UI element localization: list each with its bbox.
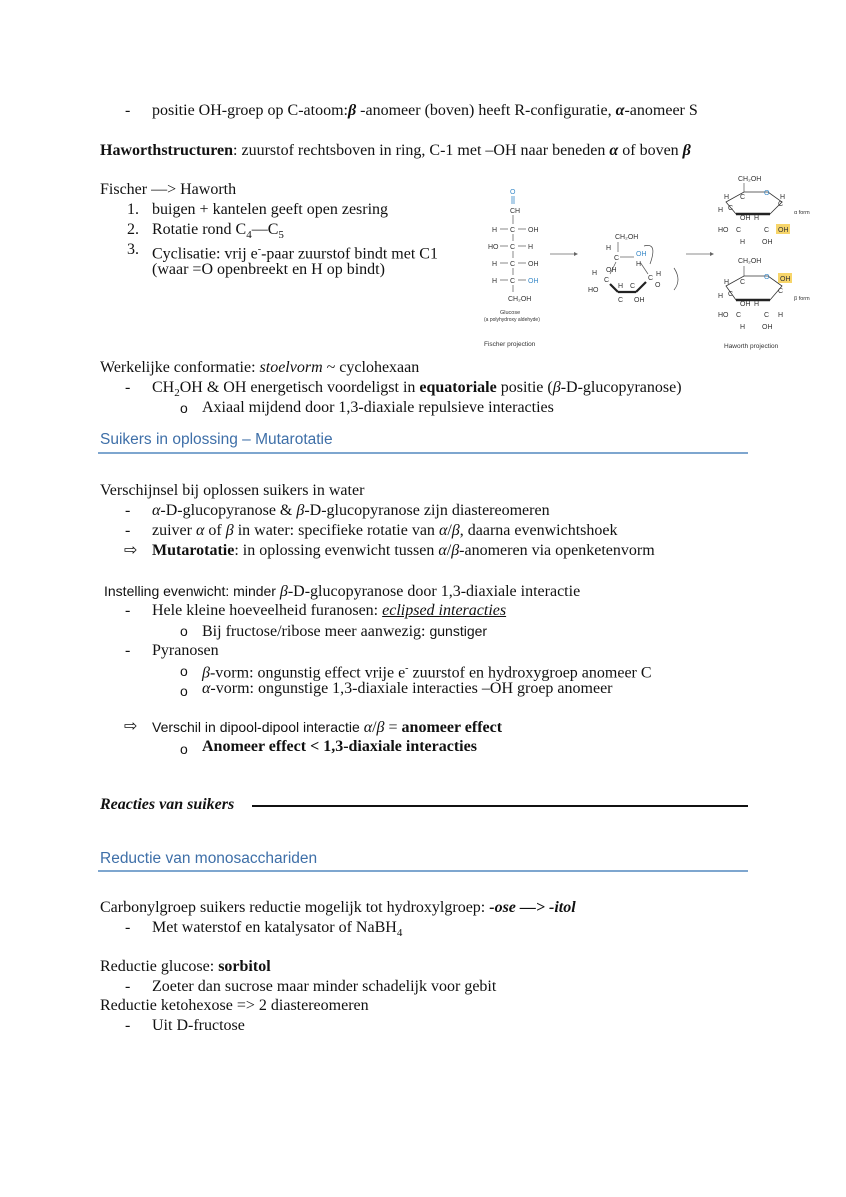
svg-text:HO: HO: [488, 244, 499, 251]
svg-text:C: C: [648, 275, 654, 282]
haworth-beta-structure: [718, 258, 810, 331]
svg-text:H: H: [740, 324, 746, 331]
step-number: 2.: [127, 221, 139, 238]
svg-text:C: C: [736, 312, 742, 319]
glucose-subcaption: (a polyhydroxy aldehyde): [484, 317, 540, 323]
svg-text:CH₂OH: CH₂OH: [738, 176, 762, 183]
svg-text:O: O: [764, 274, 770, 281]
svg-text:CH₂OH: CH₂OH: [508, 296, 532, 303]
svg-text:OH: OH: [762, 324, 773, 331]
svg-text:OH: OH: [780, 276, 791, 283]
step-1: buigen + kantelen geeft open zesring: [152, 201, 389, 218]
svg-text:C: C: [740, 279, 746, 286]
svg-text:C: C: [728, 205, 734, 212]
svg-text:C: C: [604, 277, 610, 284]
svg-text:C: C: [618, 297, 624, 304]
svg-text:OH: OH: [606, 267, 617, 274]
section-underline: [98, 452, 748, 454]
step-number: 1.: [127, 201, 139, 218]
svg-text:C: C: [778, 201, 784, 208]
katalysator-line: Met waterstof en katalysator of NaBH$_4$: [152, 919, 403, 940]
svg-text:H: H: [606, 245, 612, 252]
bullet: -: [125, 602, 131, 619]
reductie-glucose-line: Reductie glucose: sorbitol: [100, 958, 271, 975]
ketohexose-line: Reductie ketohexose => 2 diastereomeren: [100, 997, 369, 1014]
svg-text:O: O: [510, 189, 516, 196]
svg-text:C: C: [510, 244, 516, 251]
dipool-line: Verschil in dipool-dipool interactie α/β = anomeer effect: [152, 719, 503, 736]
svg-text:HO: HO: [588, 287, 599, 294]
svg-text:H: H: [780, 194, 786, 201]
circle-bullet: o: [180, 741, 188, 757]
step-number: 3.: [127, 241, 139, 258]
beta-form-label: β form: [794, 296, 810, 302]
alpha-vorm-line: α-vorm: ongunstige 1,3-diaxiale interacties –OH groep anomeer: [202, 680, 613, 697]
svg-text:O: O: [764, 190, 770, 197]
section-heading-reductie: Reductie van monosacchariden: [100, 850, 318, 867]
zuiver-line: zuiver α of β in water: specifieke rotatie van α/β, daarna evenwichtshoek: [152, 522, 618, 539]
reacties-heading: Reacties van suikers: [100, 796, 235, 813]
bullet: -: [125, 978, 131, 995]
svg-text:OH: OH: [528, 261, 539, 268]
section-underline: [98, 870, 748, 872]
svg-text:OH: OH: [740, 301, 751, 308]
bullet: -: [125, 102, 131, 119]
circle-bullet: o: [180, 683, 188, 699]
pyranosen-line: Pyranosen: [152, 642, 219, 659]
zoeter-line: Zoeter dan sucrose maar minder schadelijk voor gebit: [152, 978, 497, 995]
alpha-form-label: α form: [794, 210, 810, 216]
svg-text:H: H: [636, 261, 642, 268]
furanosen-line: Hele kleine hoeveelheid furanosen: eclipsed interacties: [152, 602, 507, 619]
svg-text:H: H: [724, 194, 730, 201]
svg-text:HO: HO: [718, 227, 729, 234]
svg-text:H: H: [778, 312, 784, 319]
svg-text:H: H: [740, 239, 746, 246]
svg-text:H: H: [724, 279, 730, 286]
carbonyl-line: Carbonylgroep suikers reductie mogelijk tot hydroxylgroep: -ose —> -itol: [100, 899, 576, 916]
instelling-line: Instelling evenwicht: minder β-D-glucopyranose door 1,3-diaxiale interactie: [104, 583, 581, 600]
bullet: -: [125, 1017, 131, 1034]
bullet: -: [125, 502, 131, 519]
svg-text:CH₂OH: CH₂OH: [615, 234, 639, 241]
fischer-caption: Fischer projection: [484, 341, 536, 348]
svg-text:C: C: [728, 291, 734, 298]
svg-text:C: C: [740, 194, 746, 201]
mutarotatie-line: Mutarotatie: in oplossing evenwicht tussen α/β-anomeren via openketenvorm: [152, 542, 655, 559]
svg-text:OH: OH: [634, 297, 645, 304]
anomeer-effect-line: Anomeer effect < 1,3-diaxiale interacties: [202, 738, 477, 755]
arrow-bullet: ⇨: [124, 718, 138, 735]
fischer-glucose-structure: [484, 189, 540, 323]
beta-vorm-line: β-vorm: ongunstig effect vrije e- zuurstof en hydroxygroep anomeer C: [202, 663, 652, 682]
haworth-caption: Haworth projection: [724, 343, 779, 350]
haworth-definition: Haworthstructuren: zuurstof rechtsboven in ring, C-1 met –OH naar beneden α of boven β: [100, 142, 691, 159]
svg-text:H: H: [492, 227, 498, 234]
svg-text:O: O: [655, 282, 661, 289]
svg-text:C: C: [778, 288, 784, 295]
svg-text:OH: OH: [528, 278, 539, 285]
svg-text:CH: CH: [510, 208, 521, 215]
bullet: -: [125, 919, 131, 936]
verschijnsel-line: Verschijnsel bij oplossen suikers in water: [100, 482, 365, 499]
svg-text:OH: OH: [528, 227, 539, 234]
svg-text:H: H: [492, 278, 498, 285]
bullet: -: [125, 642, 131, 659]
svg-text:C: C: [764, 227, 770, 234]
step-2: Rotatie rond $C_4—C_5$: [152, 221, 284, 242]
svg-text:C: C: [764, 312, 770, 319]
haworth-alpha-structure: [718, 176, 810, 246]
svg-text:H: H: [754, 301, 760, 308]
diastereomeren-line: α-D-glucopyranose & β-D-glucopyranose zijn diastereomeren: [152, 502, 550, 519]
svg-text:C: C: [736, 227, 742, 234]
svg-text:C: C: [630, 283, 636, 290]
fischer-haworth-figure: [478, 172, 818, 354]
svg-text:CH₂OH: CH₂OH: [738, 258, 762, 265]
circle-bullet: o: [180, 663, 188, 679]
circle-bullet: o: [180, 400, 188, 416]
svg-text:OH: OH: [740, 215, 751, 222]
fischer-haworth-title: Fischer —> Haworth: [100, 181, 237, 198]
svg-text:H: H: [592, 270, 598, 277]
svg-text:H: H: [528, 244, 534, 251]
step-3-continued: (waar =O openbreekt en H op bindt): [152, 261, 385, 278]
section-heading-mutarotatie: Suikers in oplossing – Mutarotatie: [100, 431, 333, 448]
fructose-line: Bij fructose/ribose meer aanwezig: gunstiger: [202, 623, 488, 640]
bullet: -: [125, 522, 131, 539]
step-3: Cyclisatie: vrij e--paar zuurstof bindt met C1: [152, 244, 438, 263]
open-ring-structure: [588, 234, 678, 304]
circle-bullet: o: [180, 623, 188, 639]
svg-text:C: C: [510, 278, 516, 285]
glucose-caption: Glucose: [500, 310, 521, 316]
axiaal-line: Axiaal mijdend door 1,3-diaxiale repulsieve interacties: [202, 399, 554, 416]
svg-text:H: H: [718, 207, 724, 214]
svg-text:H: H: [618, 283, 624, 290]
svg-text:OH: OH: [636, 251, 647, 258]
conformatie-line: Werkelijke conformatie: stoelvorm ~ cyclohexaan: [100, 359, 420, 376]
arrow-bullet: ⇨: [124, 542, 138, 559]
fructose-bullet-line: Uit D-fructose: [152, 1017, 245, 1034]
svg-text:C: C: [510, 261, 516, 268]
bullet: -: [125, 379, 131, 396]
svg-text:H: H: [754, 215, 760, 222]
svg-text:H: H: [656, 271, 662, 278]
svg-text:C: C: [614, 255, 620, 262]
text-line-anomeer-config: positie OH-groep op C-atoom:β -anomeer (boven) heeft R-configuratie, α-anomeer S: [152, 102, 698, 119]
svg-text:OH: OH: [778, 227, 789, 234]
conformatie-bullet: $CH_2OH$ & OH energetisch voordeligst in equatoriale positie (β-D-glucopyranose): [152, 379, 682, 400]
svg-text:OH: OH: [762, 239, 773, 246]
svg-text:C: C: [510, 227, 516, 234]
svg-text:H: H: [718, 293, 724, 300]
heading-rule: [252, 805, 748, 807]
svg-text:H: H: [492, 261, 498, 268]
svg-text:HO: HO: [718, 312, 729, 319]
